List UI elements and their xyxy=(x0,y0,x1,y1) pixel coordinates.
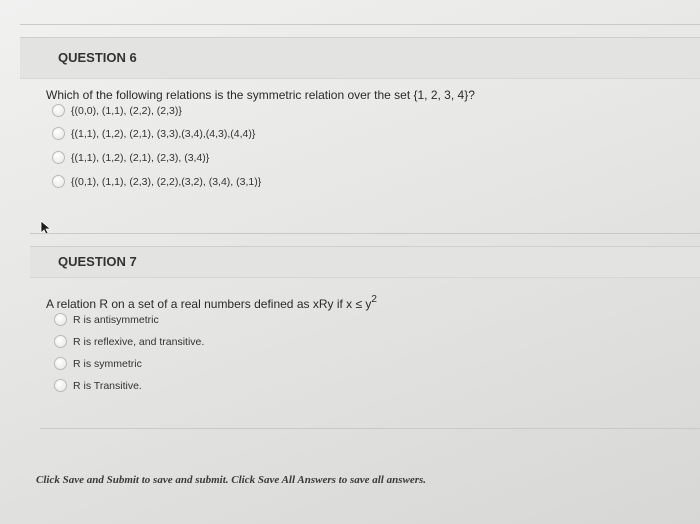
radio-button[interactable] xyxy=(54,357,67,370)
bottom-divider xyxy=(40,428,700,429)
question-7-title: QUESTION 7 xyxy=(58,254,137,269)
radio-button[interactable] xyxy=(52,127,65,140)
save-instructions: Click Save and Submit to save and submit. Click Save All Answers to save all answers. xyxy=(36,474,427,486)
question-6-text: Which of the following relations is the symmetric relation over the set {1, 2, 3, 4}? xyxy=(46,88,475,102)
top-divider xyxy=(20,24,700,25)
option-label: {(1,1), (1,2), (2,1), (3,3),(3,4),(4,3),(4,4)} xyxy=(71,127,256,140)
question-6-option-2[interactable] xyxy=(52,127,255,140)
question-7-superscript: 2 xyxy=(371,294,377,305)
radio-button[interactable] xyxy=(52,104,65,117)
question-7-option-4[interactable] xyxy=(54,379,142,392)
question-6-option-4[interactable] xyxy=(52,175,261,188)
question-7-option-1[interactable] xyxy=(54,313,159,326)
radio-button[interactable] xyxy=(52,175,65,188)
question-7-option-2[interactable] xyxy=(54,335,204,348)
radio-button[interactable] xyxy=(52,151,65,164)
question-7-option-3[interactable] xyxy=(54,357,142,370)
question-6-option-3[interactable] xyxy=(52,151,209,164)
radio-button[interactable] xyxy=(54,379,67,392)
option-label: R is symmetric xyxy=(73,357,142,370)
question-7-text-main: A relation R on a set of a real numbers defined as xRy if x ≤ y xyxy=(46,297,372,311)
question-7-text xyxy=(46,295,377,311)
option-label: R is antisymmetric xyxy=(73,313,159,326)
question-6-title: QUESTION 6 xyxy=(58,50,137,65)
option-label: R is Transitive. xyxy=(73,379,142,392)
option-label: {(0,0), (1,1), (2,2), (2,3)} xyxy=(71,104,182,117)
option-label: R is reflexive, and transitive. xyxy=(73,335,205,348)
option-label: {(1,1), (1,2), (2,1), (2,3), (3,4)} xyxy=(71,151,210,164)
radio-button[interactable] xyxy=(54,313,67,326)
question-7-top-divider xyxy=(30,233,700,234)
radio-button[interactable] xyxy=(54,335,67,348)
question-6-option-1[interactable] xyxy=(52,104,182,117)
option-label: {(0,1), (1,1), (2,3), (2,2),(3,2), (3,4), (3,1)} xyxy=(71,175,262,188)
